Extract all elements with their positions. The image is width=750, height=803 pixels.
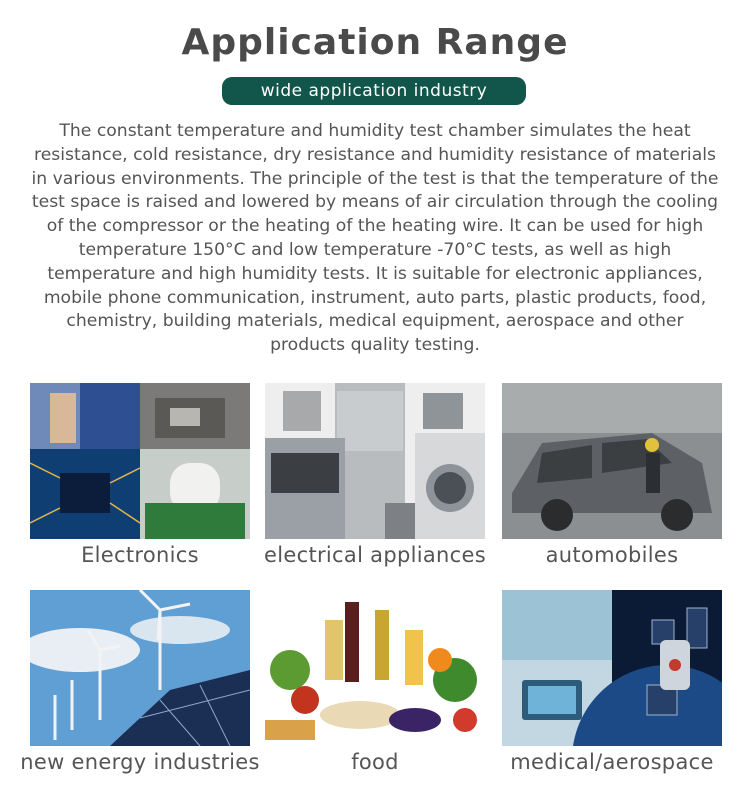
application-card-food xyxy=(265,590,485,774)
application-label: automobiles xyxy=(545,543,679,567)
food-image xyxy=(265,590,485,746)
application-label: food xyxy=(351,750,399,774)
application-label: medical/aerospace xyxy=(510,750,714,774)
electronics-image xyxy=(30,383,250,539)
application-card-new-energy xyxy=(20,590,260,774)
application-label: electrical appliances xyxy=(264,543,486,567)
medical-aerospace-image xyxy=(502,590,722,746)
automobiles-image xyxy=(502,383,722,539)
application-label: Electronics xyxy=(81,543,199,567)
application-card-automobiles xyxy=(502,383,722,567)
subtitle-badge: wide application industry xyxy=(222,77,526,105)
page-title: Application Range xyxy=(181,22,569,63)
application-card-medical-aerospace xyxy=(502,590,722,774)
description-text: The constant temperature and humidity test chamber simulates the heat resistance, cold resistance, dry resistance and humidity resistance of materials in various environments. The principle of the test is that the temperature of the test space is raised and lowered by means of air circulation through the cooling of the compressor or the heating of the heating wire. It can be used for high temperature 150°C and low temperature -70°C tests, as well as high temperature and high humidity tests. It is suitable for electronic appliances, mobile phone communication, instrument, auto parts, plastic products, food, chemistry, building materials, medical equipment, aerospace and other products quality testing. xyxy=(31,121,719,356)
electrical-appliances-image xyxy=(265,383,485,539)
new-energy-image xyxy=(30,590,250,746)
application-card-electrical-appliances xyxy=(264,383,486,567)
application-label: new energy industries xyxy=(20,750,260,774)
application-card-electronics xyxy=(30,383,250,567)
